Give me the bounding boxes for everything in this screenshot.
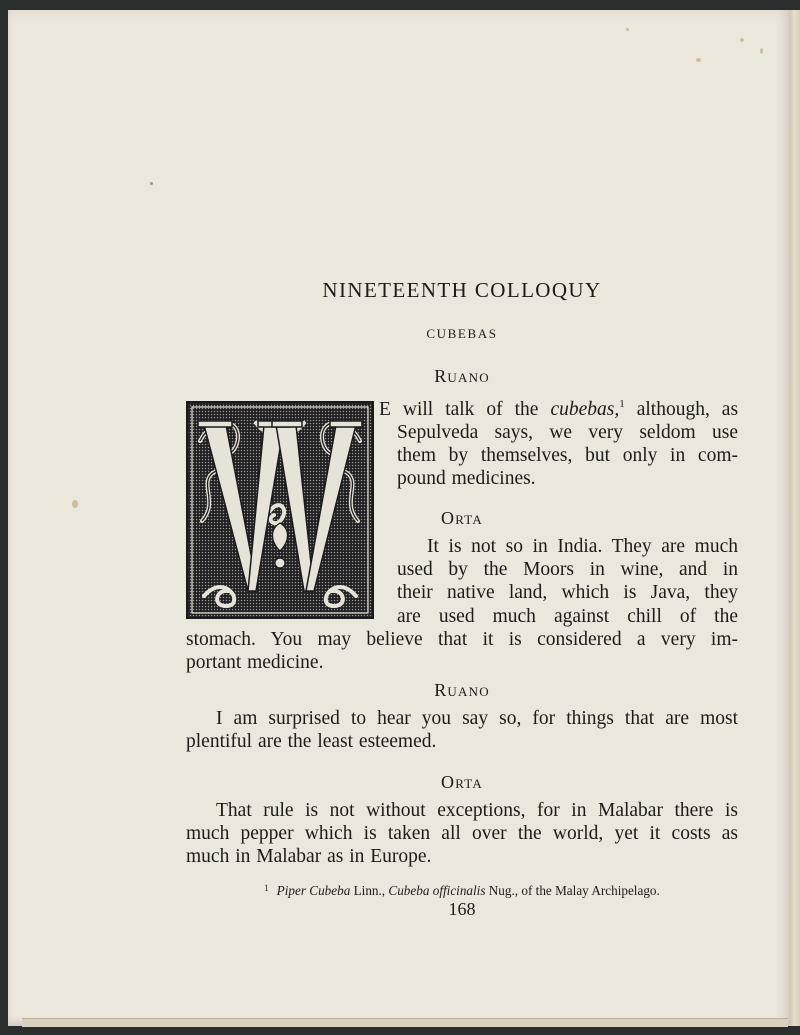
footnote-text: Linn.,	[353, 883, 386, 898]
footnote-marker: 1	[619, 398, 625, 410]
chapter-subtitle: CUBEBAS	[426, 326, 498, 341]
page-bottom-edge	[22, 1018, 788, 1027]
text-line: stomach. You may believe that it is considered a very im-	[186, 629, 738, 650]
text-line: much pepper which is taken all over the world, yet it costs as	[186, 823, 738, 845]
text-line: pound medicines.	[397, 468, 536, 490]
speaker-label: Ruano	[434, 680, 490, 700]
footnote-italic: Cubeba officinalis	[388, 883, 486, 898]
paragraph	[379, 398, 738, 421]
chapter-title: NINETEENTH COLLOQUY	[322, 278, 602, 302]
speaker-label: Orta	[441, 508, 483, 528]
footnote-text: Nug., of the Malay Archipelago.	[488, 883, 660, 898]
text-line: portant medicine.	[186, 652, 324, 674]
footnote-italic: Piper Cubeba	[276, 883, 351, 898]
emphasized-word: cubebas,	[550, 399, 620, 420]
text-line: used by the Moors in wine, and in	[397, 559, 738, 581]
speaker-label: Ruano	[434, 366, 490, 386]
page-edge	[790, 10, 800, 1026]
paragraph	[397, 535, 738, 628]
paragraph	[186, 799, 738, 869]
text-line: That rule is not without exceptions, for in Malabar there is	[216, 800, 738, 821]
page-number: 168	[448, 899, 476, 919]
paragraph	[397, 421, 738, 491]
text-line: I am surprised to hear you say so, for things that are most	[216, 708, 738, 729]
text-line: Sepulveda says, we very seldom use	[397, 422, 738, 443]
paragraph	[186, 628, 738, 674]
footnote-number: 1	[264, 883, 269, 893]
footnote	[186, 883, 738, 899]
speaker-label: Orta	[441, 772, 483, 792]
text-line: them by themselves, but only in com-	[397, 445, 738, 467]
paragraph	[186, 707, 738, 753]
text-line: It is not so in India. They are much	[427, 536, 738, 557]
text-line: although, as	[636, 399, 739, 420]
text-line: much in Malabar as in Europe.	[186, 846, 432, 868]
text-line: are used much against chill of the	[397, 605, 738, 627]
text-line: their native land, which is Java, they	[397, 582, 738, 604]
text-line: E will talk of the	[379, 399, 539, 420]
text-line: plentiful are the least esteemed.	[186, 731, 437, 753]
